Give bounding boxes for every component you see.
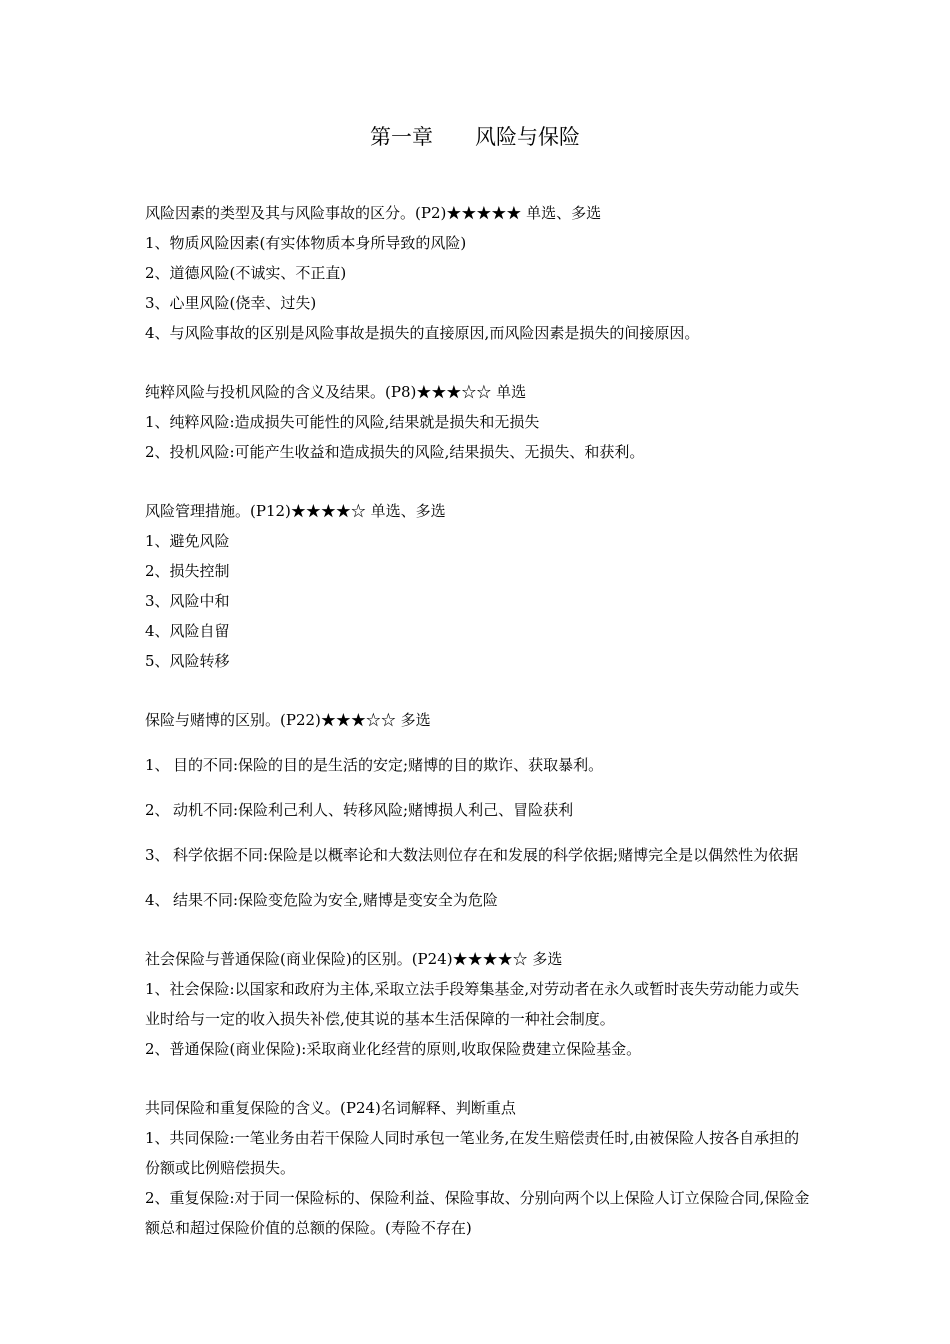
section-social-vs-commercial xyxy=(145,944,810,1064)
list-text: 科学依据不同:保险是以概率论和大数法则位存在和发展的科学依据;赌博完全是以偶然性为依据 xyxy=(173,846,799,864)
section-heading: 纯粹风险与投机风险的含义及结果。(P8)★★★☆☆ 单选 xyxy=(145,383,527,401)
list-item: 1、物质风险因素(有实体物质本身所导致的风险) xyxy=(145,234,467,252)
list-item: 3、风险中和 xyxy=(145,592,230,610)
section-heading: 保险与赌博的区别。(P22)★★★☆☆ 多选 xyxy=(145,711,431,729)
list-item xyxy=(145,795,810,825)
section-insurance-vs-gambling xyxy=(145,705,810,915)
section-risk-management xyxy=(145,496,810,676)
list-item: 1、共同保险:一笔业务由若干保险人同时承包一笔业务,在发生赔偿责任时,由被保险人按各自承担的份额或比例赔偿损失。 xyxy=(145,1129,800,1177)
list-number: 2、 xyxy=(145,801,170,819)
list-item: 2、投机风险:可能产生收益和造成损失的风险,结果损失、无损失、和获利。 xyxy=(145,443,645,461)
document-body xyxy=(145,198,810,1272)
list-item: 1、社会保险:以国家和政府为主体,采取立法手段筹集基金,对劳动者在永久或暂时丧失劳动能力或失业时给与一定的收入损失补偿,使其说的基本生活保障的一种社会制度。 xyxy=(145,980,800,1028)
list-item xyxy=(145,750,810,780)
list-item xyxy=(145,840,810,870)
list-number: 1、 xyxy=(145,756,170,774)
section-heading: 社会保险与普通保险(商业保险)的区别。(P24)★★★★☆ 多选 xyxy=(145,950,563,968)
list-item: 1、纯粹风险:造成损失可能性的风险,结果就是损失和无损失 xyxy=(145,413,540,431)
list-item: 2、损失控制 xyxy=(145,562,230,580)
list-item: 2、重复保险:对于同一保险标的、保险利益、保险事故、分别向两个以上保险人订立保险合同,保险金额总和超过保险价值的总额的保险。(寿险不存在) xyxy=(145,1189,810,1237)
list-text: 目的不同:保险的目的是生活的安定;赌博的目的欺诈、获取暴利。 xyxy=(173,756,604,774)
list-text: 结果不同:保险变危险为安全,赌博是变安全为危险 xyxy=(173,891,498,909)
list-item xyxy=(145,885,810,915)
section-risk-factors xyxy=(145,198,810,348)
section-heading: 共同保险和重复保险的含义。(P24)名词解释、判断重点 xyxy=(145,1099,516,1117)
list-text: 动机不同:保险利己利人、转移风险;赌博损人利己、冒险获利 xyxy=(173,801,574,819)
chapter-title: 第一章 风险与保险 xyxy=(370,125,580,149)
list-number: 3、 xyxy=(145,846,170,864)
list-item: 2、道德风险(不诚实、不正直) xyxy=(145,264,347,282)
list-item: 1、避免风险 xyxy=(145,532,230,550)
section-pure-speculative-risk xyxy=(145,377,810,467)
list-item: 3、心里风险(侥幸、过失) xyxy=(145,294,317,312)
section-heading: 风险因素的类型及其与风险事故的区分。(P2)★★★★★ 单选、多选 xyxy=(145,204,602,222)
list-item: 5、风险转移 xyxy=(145,652,230,670)
list-number: 4、 xyxy=(145,891,170,909)
section-co-insurance xyxy=(145,1093,810,1243)
list-item: 4、与风险事故的区别是风险事故是损失的直接原因,而风险因素是损失的间接原因。 xyxy=(145,324,700,342)
list-item: 4、风险自留 xyxy=(145,622,230,640)
list-item: 2、普通保险(商业保险):采取商业化经营的原则,收取保险费建立保险基金。 xyxy=(145,1040,642,1058)
section-heading: 风险管理措施。(P12)★★★★☆ 单选、多选 xyxy=(145,502,446,520)
